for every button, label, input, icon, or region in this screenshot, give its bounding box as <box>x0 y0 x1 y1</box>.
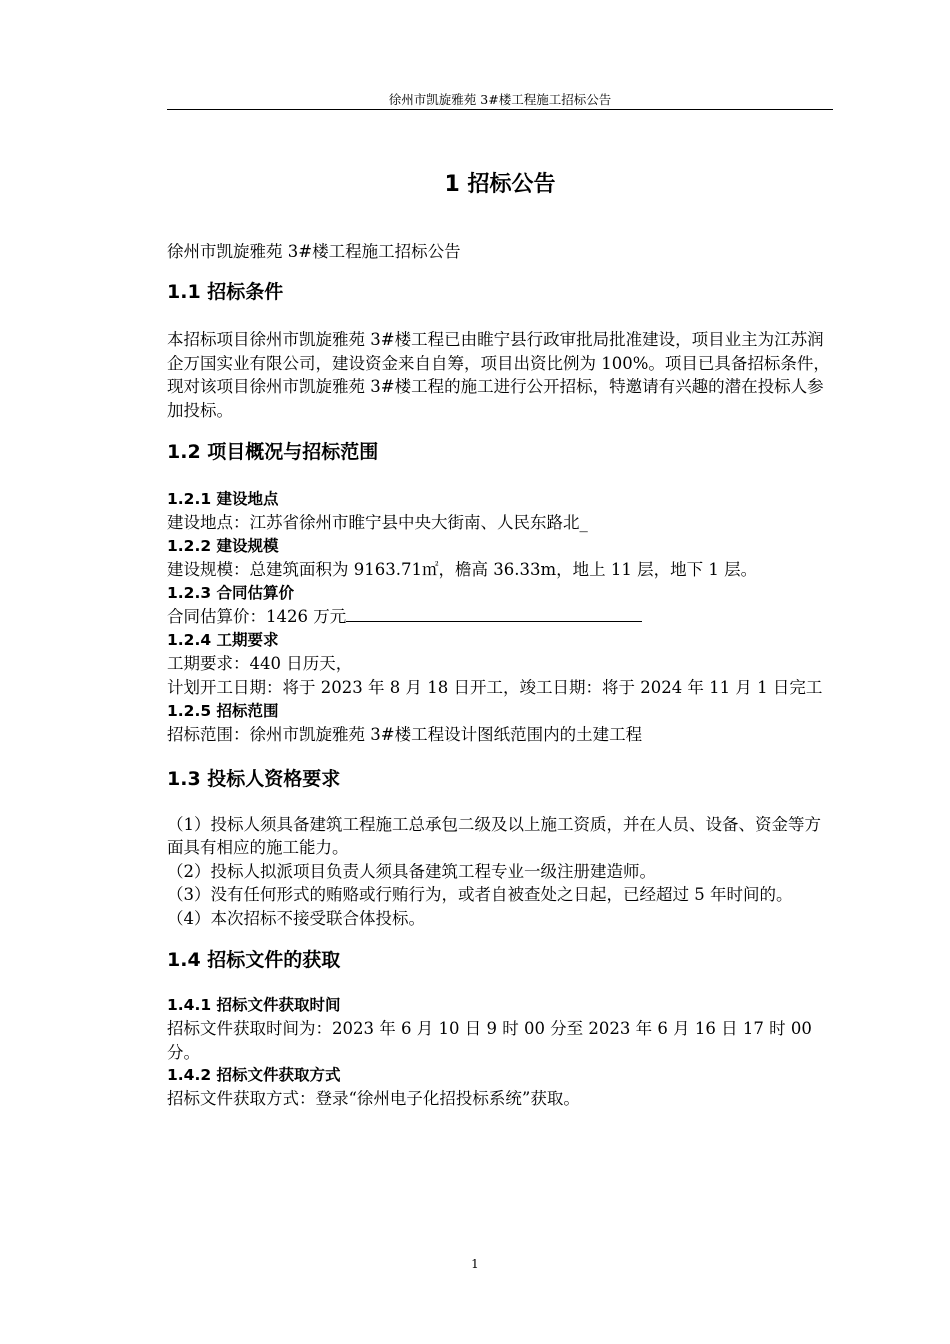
document-body <box>167 240 837 1111</box>
header-rule <box>167 109 833 110</box>
underline-blank <box>346 606 642 622</box>
subsection-heading-1-4-1: 1.4.1 招标文件获取时间 <box>167 996 341 1014</box>
scope-text: 招标范围：徐州市凯旋雅苑 3#楼工程设计图纸范围内的土建工程 <box>167 724 643 744</box>
section-1-1-paragraph: 本招标项目徐州市凯旋雅苑 3#楼工程已由睢宁县行政审批局批准建设，项目业主为江苏润企万国实业有限公司，建设资金来自自筹，项目出资比例为 100%。项目已具备招标条件，现对该项目徐州市凯旋雅苑 3#楼工程的施工进行公开招标，特邀请有兴趣的潜在投标人参加投标。 <box>167 330 830 420</box>
subsection-heading-1-2-2: 1.2.2 建设规模 <box>167 537 279 555</box>
acquisition-time-text: 招标文件获取时间为：2023 年 6 月 10 日 9 时 00 分至 2023 年 6 月 16 日 17 时 00 分。 <box>167 1019 812 1062</box>
subsection-heading-1-2-3: 1.2.3 合同估算价 <box>167 584 295 602</box>
qualification-item: （2）投标人拟派项目负责人须具备建筑工程专业一级注册建造师。 <box>167 861 656 881</box>
page-number: 1 <box>471 1257 479 1271</box>
section-heading-1-1: 1.1 招标条件 <box>167 281 284 303</box>
section-heading-1-2: 1.2 项目概况与招标范围 <box>167 441 379 463</box>
subsection-heading-1-2-1: 1.2.1 建设地点 <box>167 490 279 508</box>
page-header: 徐州市凯旋雅苑 3#楼工程施工招标公告 <box>388 92 612 107</box>
acquisition-method-text: 招标文件获取方式：登录“徐州电子化招投标系统”获取。 <box>167 1089 580 1108</box>
qualification-item: （3）没有任何形式的贿赂或行贿行为，或者自被查处之日起，已经超过 5 年时间的。 <box>167 885 793 904</box>
qualification-item: （4）本次招标不接受联合体投标。 <box>167 908 425 928</box>
period-line-1: 工期要求：440 日历天， <box>167 654 353 673</box>
scale-text: 建设规模：总建筑面积为 9163.71㎡，檐高 36.33m，地上 11 层，地下 1 层。 <box>167 560 758 579</box>
subsection-heading-1-2-4: 1.2.4 工期要求 <box>167 631 279 649</box>
price-text: 合同估算价：1426 万元 <box>167 607 347 626</box>
qualification-item: （1）投标人须具备建筑工程施工总承包二级及以上施工资质，并在人员、设备、资金等方面具有相应的施工能力。 <box>167 814 821 857</box>
location-text: 建设地点：江苏省徐州市睢宁县中央大街南、人民东路北_ <box>167 513 588 532</box>
page-title: 1 招标公告 <box>444 172 556 197</box>
subsection-heading-1-2-5: 1.2.5 招标范围 <box>167 701 279 720</box>
price-line <box>167 605 837 629</box>
subsection-heading-1-4-2: 1.4.2 招标文件获取方式 <box>167 1066 341 1084</box>
document-subtitle: 徐州市凯旋雅苑 3#楼工程施工招标公告 <box>167 242 461 261</box>
section-heading-1-3: 1.3 投标人资格要求 <box>167 767 341 790</box>
period-line-2: 计划开工日期：将于 2023 年 8 月 18 日开工，竣工日期：将于 2024 年 11 月 1 日完工 <box>167 678 823 697</box>
section-heading-1-4: 1.4 招标文件的获取 <box>167 949 341 971</box>
